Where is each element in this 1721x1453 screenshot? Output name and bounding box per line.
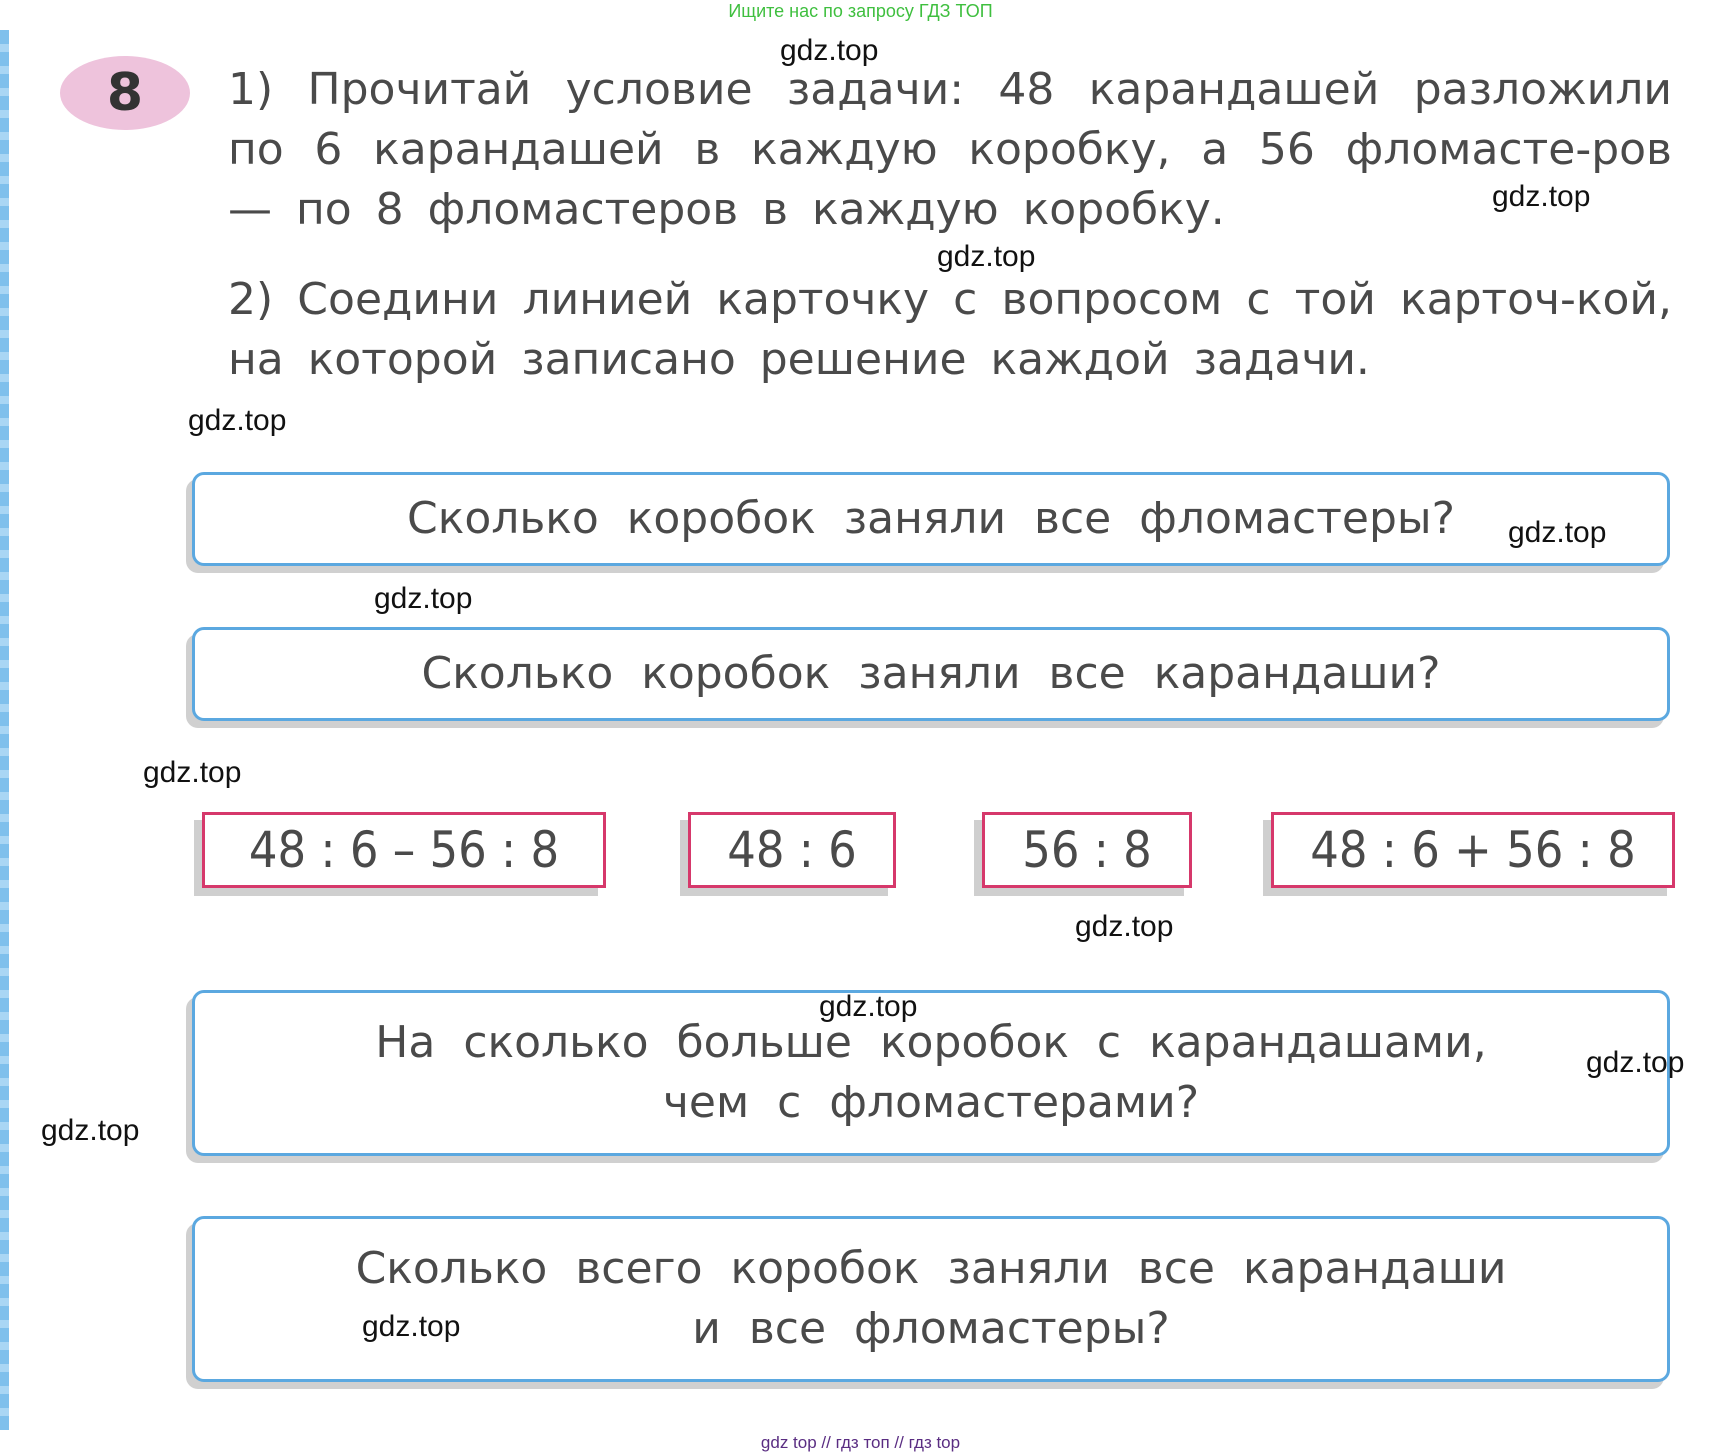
question-card-3[interactable] [192, 990, 1670, 1156]
question-text-line2: и все фломастеры? [692, 1303, 1170, 1354]
watermark: gdz.top [1586, 1046, 1685, 1079]
question-text: Сколько коробок заняли все фломастеры? [407, 493, 1455, 544]
top-banner: Ищите нас по запросу ГДЗ ТОП [728, 1, 993, 21]
watermark: gdz.top [819, 990, 918, 1023]
watermark: gdz.top [143, 756, 242, 789]
watermark: gdz.top [362, 1310, 461, 1343]
question-card-1[interactable] [192, 472, 1670, 566]
question-card-4[interactable] [192, 1216, 1670, 1382]
watermark: gdz.top [780, 34, 879, 67]
footer-links: gdz top // гдз топ // гдз top [760, 1433, 961, 1452]
question-text: Сколько коробок заняли все карандаши? [421, 648, 1441, 699]
watermark: gdz.top [1492, 180, 1591, 213]
watermark: gdz.top [188, 404, 287, 437]
question-text-line1: На сколько больше коробок с карандашами, [375, 1017, 1487, 1068]
task-number: 8 [106, 63, 144, 123]
question-text-line1: Сколько всего коробок заняли все карандаши [355, 1243, 1507, 1294]
watermark: gdz.top [937, 240, 1036, 273]
task-instruction-2: 2) Соедини линией карточку с вопросом с той карточ-кой, на которой записано решение каждой задачи. [228, 274, 1672, 385]
watermark: gdz.top [1075, 910, 1174, 943]
task-instruction-1: 1) Прочитай условие задачи: 48 карандашей разложили по 6 карандашей в каждую коробку, а 56 фломасте-ров — по 8 фломастеров в каждую коробку. [228, 64, 1672, 235]
page-edge-stripe [0, 30, 9, 1430]
answer-card-4[interactable]: 48 : 6 + 56 : 8 [1271, 812, 1675, 888]
watermark: gdz.top [374, 582, 473, 615]
answer-card-1[interactable]: 48 : 6 – 56 : 8 [202, 812, 606, 888]
watermark: gdz.top [41, 1114, 140, 1147]
question-card-2[interactable] [192, 627, 1670, 721]
answer-card-2[interactable]: 48 : 6 [688, 812, 896, 888]
task-number-badge [60, 56, 190, 130]
question-text-line2: чем с фломастерами? [662, 1077, 1200, 1128]
answer-card-3[interactable]: 56 : 8 [982, 812, 1192, 888]
watermark: gdz.top [1508, 516, 1607, 549]
